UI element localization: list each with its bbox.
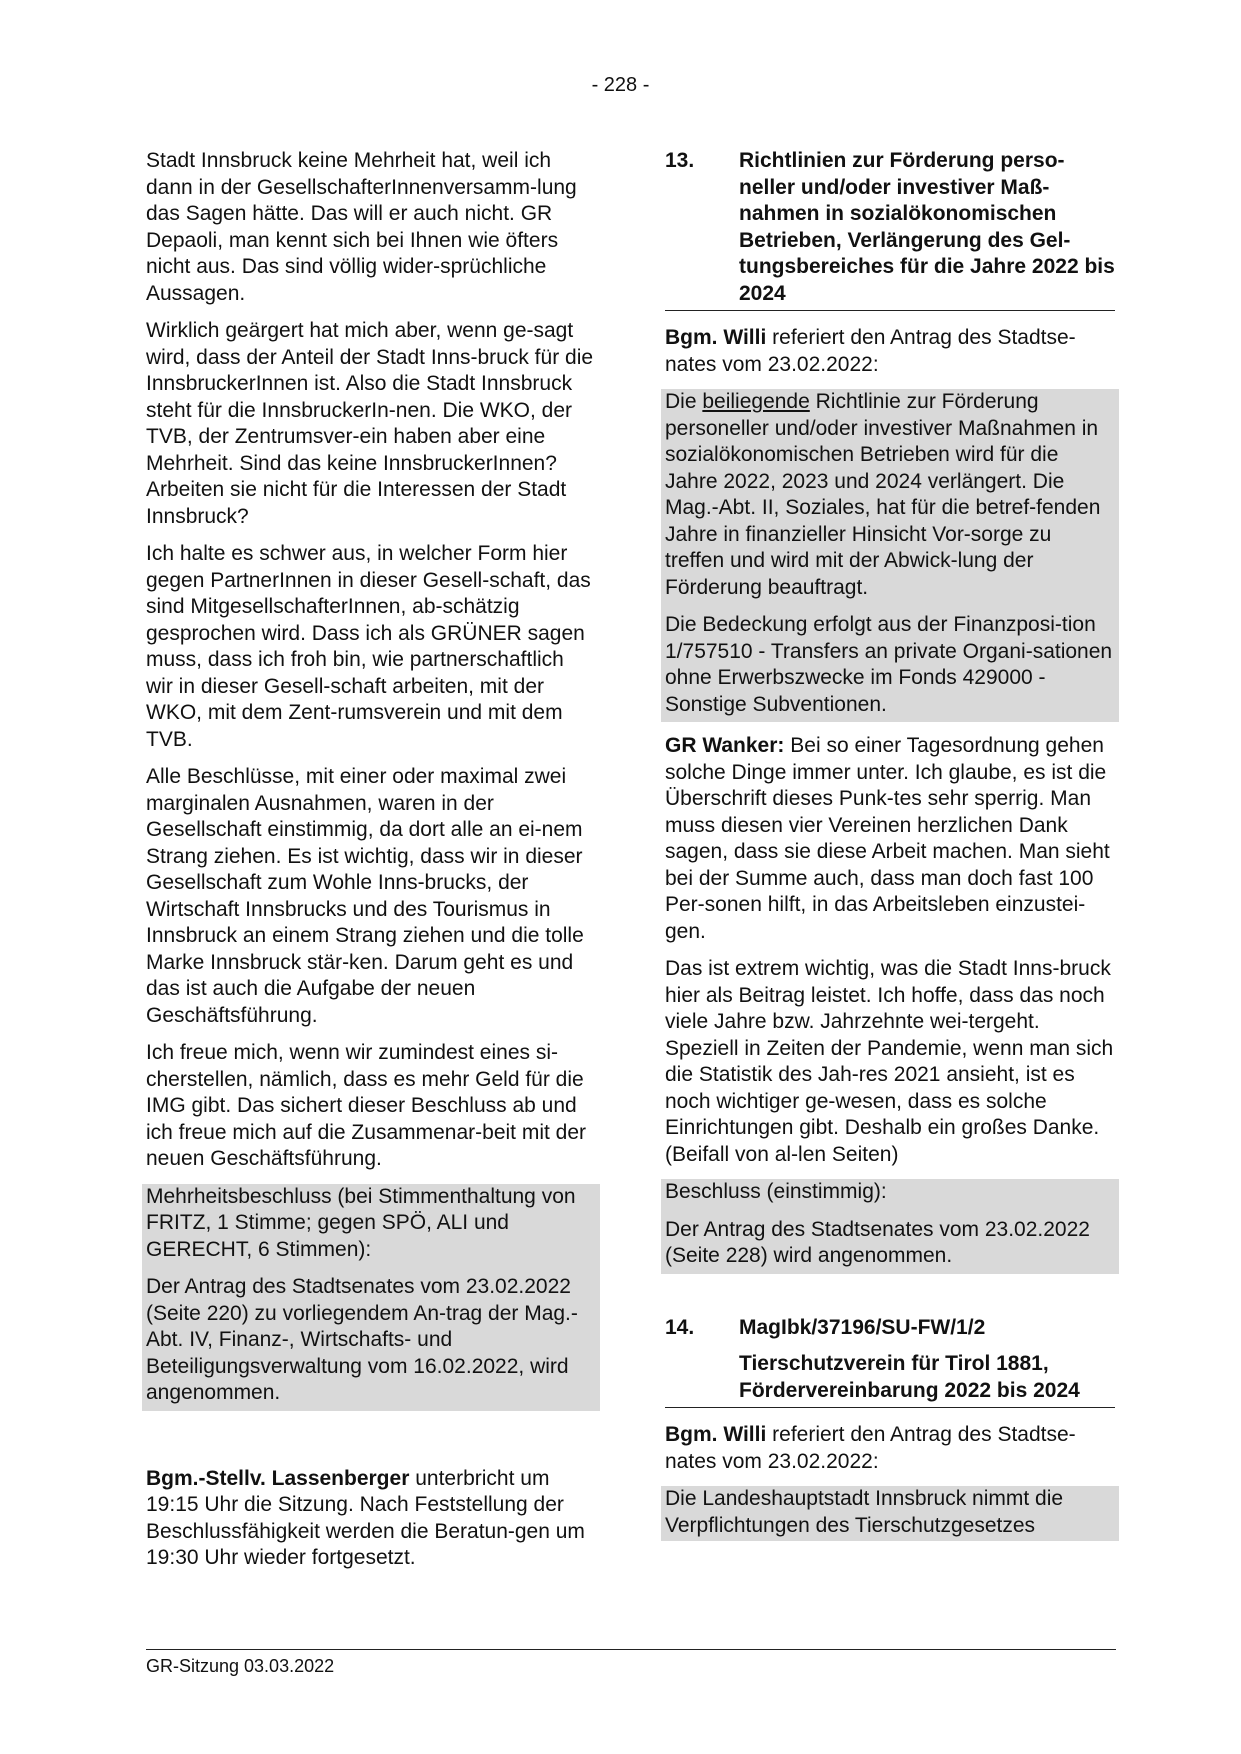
paragraph: Das ist extrem wichtig, was die Stadt Inns-bruck hier als Beitrag leistet. Ich hoffe, dass das noch viele Jahre bzw. Jahrzehnte wei-tergeht. Speziell in Zeiten der Pandemie, wenn man sich die Statistik des Jah-res 2021 ansieht, ist es noch wichtiger ge-wesen, dass es solche Einrichtungen gibt. Deshalb ein großes Danke. (Beifall von al-len Seiten)	[665, 957, 1114, 1166]
resolution-type: Beschluss (einstimmig):	[665, 1180, 887, 1203]
paragraph: GR Wanker: Bei so einer Tagesordnung gehen solche Dinge immer unter. Ich glaube, es ist die Überschrift dieses Punk-tes sehr sperrig. Man muss diesen vier Vereinen herzlichen Dank sagen, dass sie diese Arbeit machen. Man sieht bei der Summe auch, dass man doch fast 100 Per-sonen hilft, in das Arbeitsleben einzustei-gen.	[665, 734, 1110, 943]
paragraph: Wirklich geärgert hat mich aber, wenn ge-sagt wird, dass der Anteil der Stadt Inns-bruck für die InnsbruckerInnen ist. Also die Stadt Innsbruck steht für die InnsbruckerIn-nen. Die WKO, der TVB, der Zentrumsver-ein haben aber eine Mehrheit. Sind das keine InnsbruckerInnen? Arbeiten sie nicht für die Interessen der Stadt Innsbruck?	[146, 319, 594, 528]
paragraph: Stadt Innsbruck keine Mehrheit hat, weil ich dann in der GesellschafterInnenversamm-lung das Sagen hätte. Das will er auch nicht. GR Depaoli, man kennt sich bei Ihnen wie öfters nicht aus. Das sind völlig wider-sprüchliche Aussagen.	[146, 149, 577, 305]
motion-box	[661, 389, 1119, 722]
speaker-name: Bgm.-Stellv. Lassenberger	[146, 1466, 410, 1490]
motion-text: Die Landeshauptstadt Innsbruck nimmt die Verpflichtungen des Tierschutzgesetzes	[665, 1487, 1064, 1537]
page-number: - 228 -	[591, 74, 650, 96]
resolution-type: Mehrheitsbeschluss (bei Stimmenthaltung von FRITZ, 1 Stimme; gegen SPÖ, ALI und GERECHT, 6 Stimmen):	[146, 1184, 576, 1261]
agenda-item-title: Tierschutzverein für Tirol 1881, Fördervereinbarung 2022 bis 2024	[739, 1352, 1080, 1402]
resolution-text: Der Antrag des Stadtsenates vom 23.02.2022 (Seite 228) wird angenommen.	[665, 1217, 1090, 1267]
paragraph: Ich halte es schwer aus, in welcher Form hier gegen PartnerInnen in dieser Gesell-schaft, das sind MitgesellschafterInnen, ab-schätzig gesprochen wird. Dass ich als GRÜNER sagen muss, dass ich froh bin, wie partnerschaftlich wir in dieser Gesell-schaft arbeiten, mit der WKO, mit dem Zent-rumsverein und mit dem TVB.	[146, 542, 591, 751]
underlined-word: beiliegende	[702, 390, 810, 413]
agenda-item-reference: MagIbk/37196/SU-FW/1/2	[739, 1315, 986, 1339]
agenda-item-13-heading	[665, 148, 1115, 311]
paragraph-session-break: Bgm.-Stellv. Lassenberger unterbricht um 19:15 Uhr die Sitzung. Nach Feststellung der Beschlussfähigkeit werden die Beratun-gen um 19:30 Uhr wieder fortgesetzt.	[146, 1466, 585, 1569]
speaker-name: Bgm. Willi	[665, 326, 767, 349]
paragraph: Ich freue mich, wenn wir zumindest eines si-cherstellen, nämlich, dass es mehr Geld für die IMG gibt. Das sichert dieser Beschluss ab und ich freue mich auf die Zusammenar-beit mit der neuen Geschäftsführung.	[146, 1041, 587, 1170]
paragraph: Bgm. Willi referiert den Antrag des Stadtse-nates vom 23.02.2022:	[665, 1423, 1076, 1473]
agenda-item-title: Richtlinien zur Förderung perso-neller und/oder investiver Maß-nahmen in sozialökonomischen Betrieben, Verlängerung des Gel-tungsbereiches für die Jahre 2022 bis 2024	[739, 149, 1115, 305]
motion-text: Die Bedeckung erfolgt aus der Finanzposi-tion 1/757510 - Transfers an private Organi-sationen ohne Erwerbszwecke im Fonds 429000 - Sonstige Subventionen.	[665, 613, 1113, 716]
paragraph: Bgm. Willi referiert den Antrag des Stadtse-nates vom 23.02.2022:	[665, 326, 1076, 376]
right-column	[665, 148, 1115, 1541]
paragraph: Alle Beschlüsse, mit einer oder maximal zwei marginalen Ausnahmen, waren in der Gesellschaft einstimmig, da dort alle an ei-nem Strang ziehen. Es ist wichtig, dass wir in dieser Gesellschaft zum Wohle Inns-brucks, der Wirtschaft Innsbrucks und des Tourismus in Innsbruck an einem Strang ziehen und die tolle Marke Innsbruck stär-ken. Darum geht es und das ist auch die Aufgabe der neuen Geschäftsführung.	[146, 765, 584, 1027]
agenda-item-number: 14.	[665, 1315, 695, 1339]
speaker-name: GR Wanker:	[665, 734, 785, 757]
motion-text: Die beiliegende Richtlinie zur Förderung personeller und/oder investiver Maßnahmen in sozialökonomischen Betrieben wird für die Jahre 2022, 2023 und 2024 verlängert. Die Mag.-Abt. II, Soziales, hat für die betref-fenden Jahre in finanzieller Hinsicht Vor-sorge zu treffen und wird mit der Abwick-lung der Förderung beauftragt.	[665, 390, 1101, 599]
agenda-item-14-title-row	[665, 1351, 1115, 1408]
agenda-item-14-heading	[665, 1315, 1115, 1342]
resolution-text: Der Antrag des Stadtsenates vom 23.02.2022 (Seite 220) zu vorliegendem An-trag der Mag.-Abt. IV, Finanz-, Wirtschafts- und Beteiligungsverwaltung vom 16.02.2022, wird angenommen.	[146, 1275, 578, 1404]
page-footer: GR-Sitzung 03.03.2022	[146, 1649, 1116, 1677]
agenda-item-number: 13.	[665, 149, 695, 172]
resolution-box	[661, 1179, 1119, 1274]
left-column	[146, 148, 596, 1572]
resolution-box	[142, 1184, 600, 1411]
motion-box	[661, 1486, 1119, 1541]
speaker-name: Bgm. Willi	[665, 1423, 767, 1446]
